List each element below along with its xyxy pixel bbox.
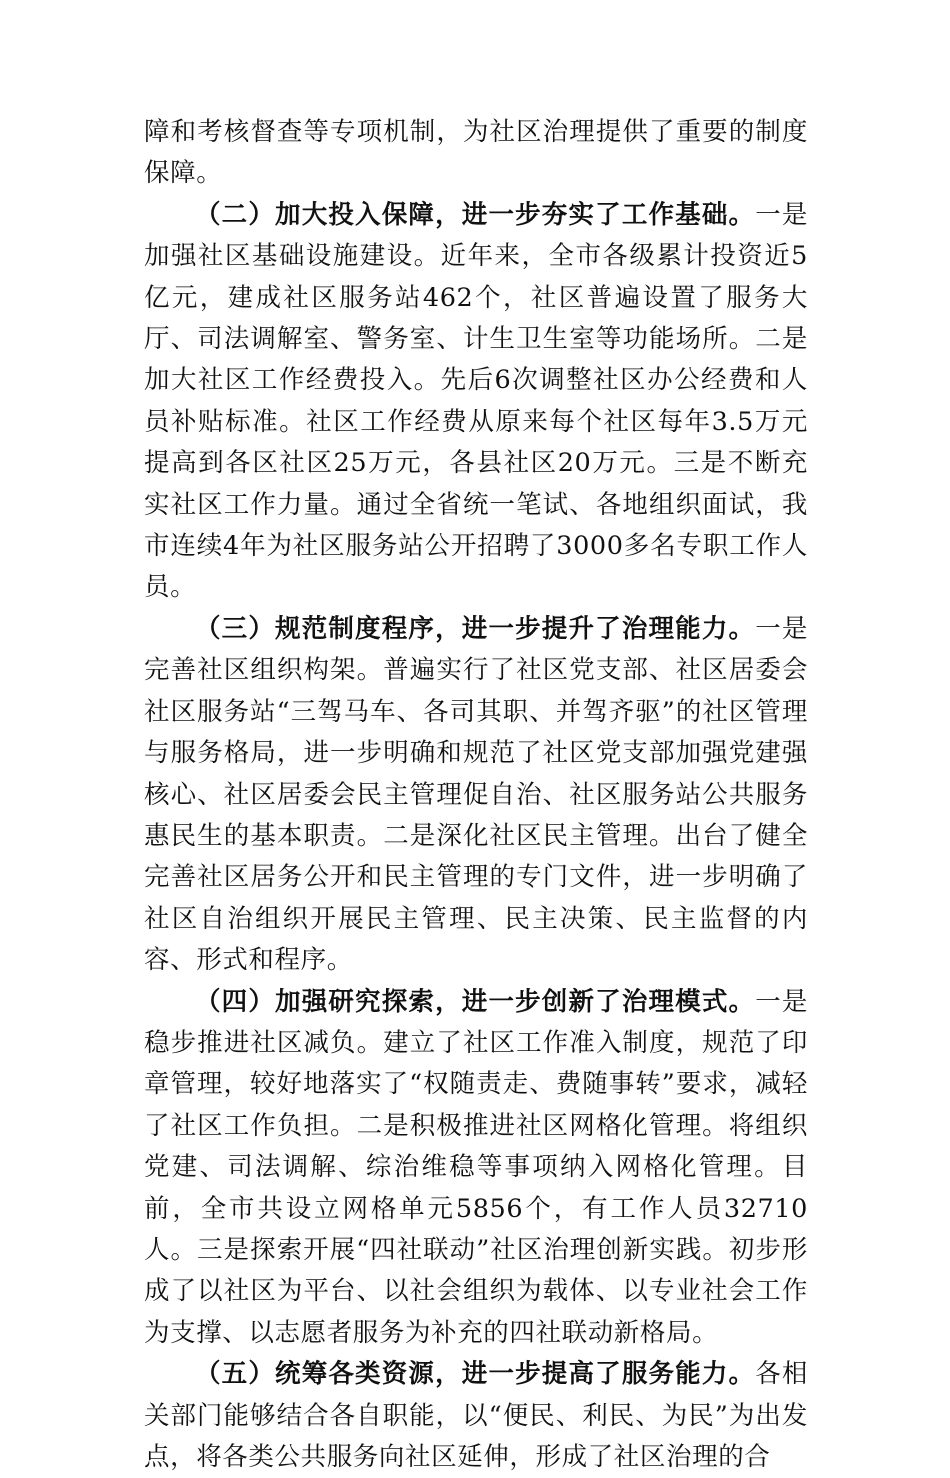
paragraph-section-3 (144, 609, 808, 982)
paragraph-text: 障和考核督查等专项机制，为社区治理提供了重要的制度保障。 (144, 117, 808, 189)
paragraph-text: 一是稳步推进社区减负。建立了社区工作准入制度，规范了印章管理，较好地落实了“权随责走、费随事转”要求，减轻了社区工作负担。二是积极推进社区网格化管理。将组织党建、司法调解、综治维稳等事项纳入网格化管理。目前，全市共设立网格单元5856个，有工作人员32710人。三是探索开展“四社联动”社区治理创新实践。初步形成了以社区为平台、以社会组织为载体、以专业社会工作为支撑、以志愿者服务为补充的四社联动新格局。 (144, 986, 808, 1348)
section-heading: （四）加强研究探索，进一步创新了治理模式。 (195, 986, 756, 1017)
document-body (144, 112, 808, 1478)
paragraph-continuation (144, 112, 808, 195)
paragraph-section-4 (144, 982, 808, 1355)
paragraph-text: 各相关部门能够结合各自职能，以“便民、利民、为民”为出发点，将各类公共服务向社区延伸，形成了社区治理的合 (144, 1359, 808, 1472)
paragraph-text: 一是完善社区组织构架。普遍实行了社区党支部、社区居委会社区服务站“三驾马车、各司其职、并驾齐驱”的社区管理与服务格局，进一步明确和规范了社区党支部加强党建强核心、社区居委会民主管理促自治、社区服务站公共服务惠民生的基本职责。二是深化社区民主管理。出台了健全完善社区居务公开和民主管理的专门文件，进一步明确了社区自治组织开展民主管理、民主决策、民主监督的内容、形式和程序。 (144, 613, 808, 976)
section-heading: （二）加大投入保障，进一步夯实了工作基础。 (195, 199, 756, 230)
section-heading: （三）规范制度程序，进一步提升了治理能力。 (195, 613, 756, 644)
section-heading: （五）统筹各类资源，进一步提高了服务能力。 (195, 1359, 756, 1390)
paragraph-section-2 (144, 195, 808, 609)
paragraph-section-5 (144, 1354, 808, 1478)
paragraph-text: 一是加强社区基础设施建设。近年来，全市各级累计投资近5亿元，建成社区服务站462个，社区普遍设置了服务大厅、司法调解室、警务室、计生卫生室等功能场所。二是加大社区工作经费投入。先后6次调整社区办公经费和人员补贴标准。社区工作经费从原来每个社区每年3.5万元提高到各区社区25万元，各县社区20万元。三是不断充实社区工作力量。通过全省统一笔试、各地组织面试，我市连续4年为社区服务站公开招聘了3000多名专职工作人员。 (144, 199, 808, 603)
